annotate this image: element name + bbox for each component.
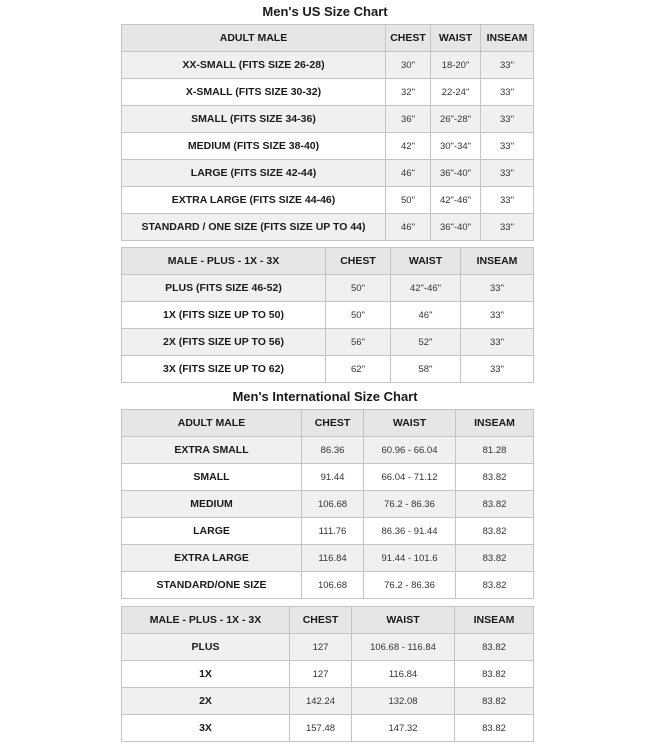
- size-name-cell: X-SMALL (FITS SIZE 30-32): [122, 79, 386, 106]
- waist-cell: 42"-46": [391, 275, 461, 302]
- table-row: [122, 187, 534, 214]
- column-header-inseam: INSEAM: [481, 25, 534, 52]
- table-row: [122, 634, 534, 661]
- chest-cell: 86.36: [302, 437, 364, 464]
- inseam-cell: 83.82: [455, 661, 534, 688]
- chest-cell: 142.24: [290, 688, 352, 715]
- chest-cell: 50": [326, 275, 391, 302]
- header-row: [122, 248, 534, 275]
- chest-cell: 42": [386, 133, 431, 160]
- header-row: [122, 607, 534, 634]
- table-row: [122, 661, 534, 688]
- inseam-cell: 33": [461, 329, 534, 356]
- size-name-cell: STANDARD / ONE SIZE (FITS SIZE UP TO 44): [122, 214, 386, 241]
- inseam-cell: 33": [461, 302, 534, 329]
- inseam-cell: 33": [461, 275, 534, 302]
- size-name-cell: PLUS: [122, 634, 290, 661]
- column-header-chest: CHEST: [290, 607, 352, 634]
- header-row: [122, 25, 534, 52]
- column-header-chest: CHEST: [386, 25, 431, 52]
- chest-cell: 50": [386, 187, 431, 214]
- inseam-cell: 33": [481, 187, 534, 214]
- inseam-cell: 33": [481, 106, 534, 133]
- column-header-inseam: INSEAM: [461, 248, 534, 275]
- inseam-cell: 33": [461, 356, 534, 383]
- table-row: [122, 356, 534, 383]
- table-row: [122, 214, 534, 241]
- size-name-cell: XX-SMALL (FITS SIZE 26-28): [122, 52, 386, 79]
- size-name-cell: MEDIUM: [122, 491, 302, 518]
- waist-cell: 18-20": [431, 52, 481, 79]
- size-name-cell: LARGE (FITS SIZE 42-44): [122, 160, 386, 187]
- size-name-cell: 1X: [122, 661, 290, 688]
- intl-adult-male-table: [121, 409, 534, 599]
- size-name-cell: SMALL (FITS SIZE 34-36): [122, 106, 386, 133]
- inseam-cell: 83.82: [456, 518, 534, 545]
- table-row: [122, 491, 534, 518]
- inseam-cell: 83.82: [455, 634, 534, 661]
- table-row: [122, 106, 534, 133]
- column-header-inseam: INSEAM: [456, 410, 534, 437]
- inseam-cell: 83.82: [456, 464, 534, 491]
- chest-cell: 106.68: [302, 572, 364, 599]
- waist-cell: 76.2 - 86.36: [364, 572, 456, 599]
- inseam-cell: 83.82: [455, 688, 534, 715]
- column-header-size: MALE - PLUS - 1X - 3X: [122, 248, 326, 275]
- waist-cell: 106.68 - 116.84: [352, 634, 455, 661]
- waist-cell: 22-24": [431, 79, 481, 106]
- intl-chart-title: Men's International Size Chart: [232, 389, 418, 404]
- inseam-cell: 83.82: [456, 572, 534, 599]
- chest-cell: 50": [326, 302, 391, 329]
- waist-cell: 60.96 - 66.04: [364, 437, 456, 464]
- waist-cell: 91.44 - 101.6: [364, 545, 456, 572]
- size-name-cell: SMALL: [122, 464, 302, 491]
- inseam-cell: 83.82: [456, 545, 534, 572]
- waist-cell: 52": [391, 329, 461, 356]
- inseam-cell: 33": [481, 133, 534, 160]
- chest-cell: 127: [290, 661, 352, 688]
- size-name-cell: EXTRA SMALL: [122, 437, 302, 464]
- size-name-cell: LARGE: [122, 518, 302, 545]
- table-row: [122, 688, 534, 715]
- chest-cell: 91.44: [302, 464, 364, 491]
- column-header-size: ADULT MALE: [122, 410, 302, 437]
- waist-cell: 86.36 - 91.44: [364, 518, 456, 545]
- waist-cell: 36"-40": [431, 214, 481, 241]
- chest-cell: 62": [326, 356, 391, 383]
- size-name-cell: PLUS (FITS SIZE 46-52): [122, 275, 326, 302]
- waist-cell: 116.84: [352, 661, 455, 688]
- column-header-chest: CHEST: [302, 410, 364, 437]
- chest-cell: 106.68: [302, 491, 364, 518]
- table-row: [122, 715, 534, 742]
- chest-cell: 46": [386, 160, 431, 187]
- waist-cell: 76.2 - 86.36: [364, 491, 456, 518]
- waist-cell: 36"-40": [431, 160, 481, 187]
- table-row: [122, 464, 534, 491]
- waist-cell: 132.08: [352, 688, 455, 715]
- inseam-cell: 83.82: [456, 491, 534, 518]
- chest-cell: 116.84: [302, 545, 364, 572]
- table-row: [122, 275, 534, 302]
- column-header-waist: WAIST: [352, 607, 455, 634]
- size-name-cell: 2X (FITS SIZE UP TO 56): [122, 329, 326, 356]
- us-chart-title: Men's US Size Chart: [262, 4, 388, 19]
- chest-cell: 56": [326, 329, 391, 356]
- chest-cell: 36": [386, 106, 431, 133]
- inseam-cell: 83.82: [455, 715, 534, 742]
- table-row: [122, 302, 534, 329]
- inseam-cell: 33": [481, 160, 534, 187]
- waist-cell: 26"-28": [431, 106, 481, 133]
- us-adult-male-table: [121, 24, 534, 241]
- chest-cell: 127: [290, 634, 352, 661]
- size-name-cell: EXTRA LARGE: [122, 545, 302, 572]
- size-name-cell: STANDARD/ONE SIZE: [122, 572, 302, 599]
- column-header-chest: CHEST: [326, 248, 391, 275]
- inseam-cell: 33": [481, 214, 534, 241]
- chest-cell: 46": [386, 214, 431, 241]
- size-name-cell: 1X (FITS SIZE UP TO 50): [122, 302, 326, 329]
- chest-cell: 157.48: [290, 715, 352, 742]
- waist-cell: 42"-46": [431, 187, 481, 214]
- waist-cell: 30"-34": [431, 133, 481, 160]
- us-male-plus-table: [121, 247, 534, 383]
- intl-male-plus-table: [121, 606, 534, 742]
- table-row: [122, 437, 534, 464]
- header-row: [122, 410, 534, 437]
- column-header-waist: WAIST: [431, 25, 481, 52]
- inseam-cell: 33": [481, 79, 534, 106]
- table-row: [122, 572, 534, 599]
- size-name-cell: MEDIUM (FITS SIZE 38-40): [122, 133, 386, 160]
- column-header-size: ADULT MALE: [122, 25, 386, 52]
- waist-cell: 66.04 - 71.12: [364, 464, 456, 491]
- chest-cell: 32": [386, 79, 431, 106]
- table-row: [122, 79, 534, 106]
- table-row: [122, 160, 534, 187]
- size-name-cell: 3X (FITS SIZE UP TO 62): [122, 356, 326, 383]
- column-header-waist: WAIST: [364, 410, 456, 437]
- table-row: [122, 133, 534, 160]
- size-name-cell: 2X: [122, 688, 290, 715]
- size-name-cell: 3X: [122, 715, 290, 742]
- inseam-cell: 81.28: [456, 437, 534, 464]
- inseam-cell: 33": [481, 52, 534, 79]
- waist-cell: 58": [391, 356, 461, 383]
- column-header-size: MALE - PLUS - 1X - 3X: [122, 607, 290, 634]
- column-header-waist: WAIST: [391, 248, 461, 275]
- table-row: [122, 52, 534, 79]
- waist-cell: 46": [391, 302, 461, 329]
- size-name-cell: EXTRA LARGE (FITS SIZE 44-46): [122, 187, 386, 214]
- chest-cell: 111.76: [302, 518, 364, 545]
- table-row: [122, 545, 534, 572]
- column-header-inseam: INSEAM: [455, 607, 534, 634]
- chest-cell: 30": [386, 52, 431, 79]
- table-row: [122, 518, 534, 545]
- table-row: [122, 329, 534, 356]
- waist-cell: 147.32: [352, 715, 455, 742]
